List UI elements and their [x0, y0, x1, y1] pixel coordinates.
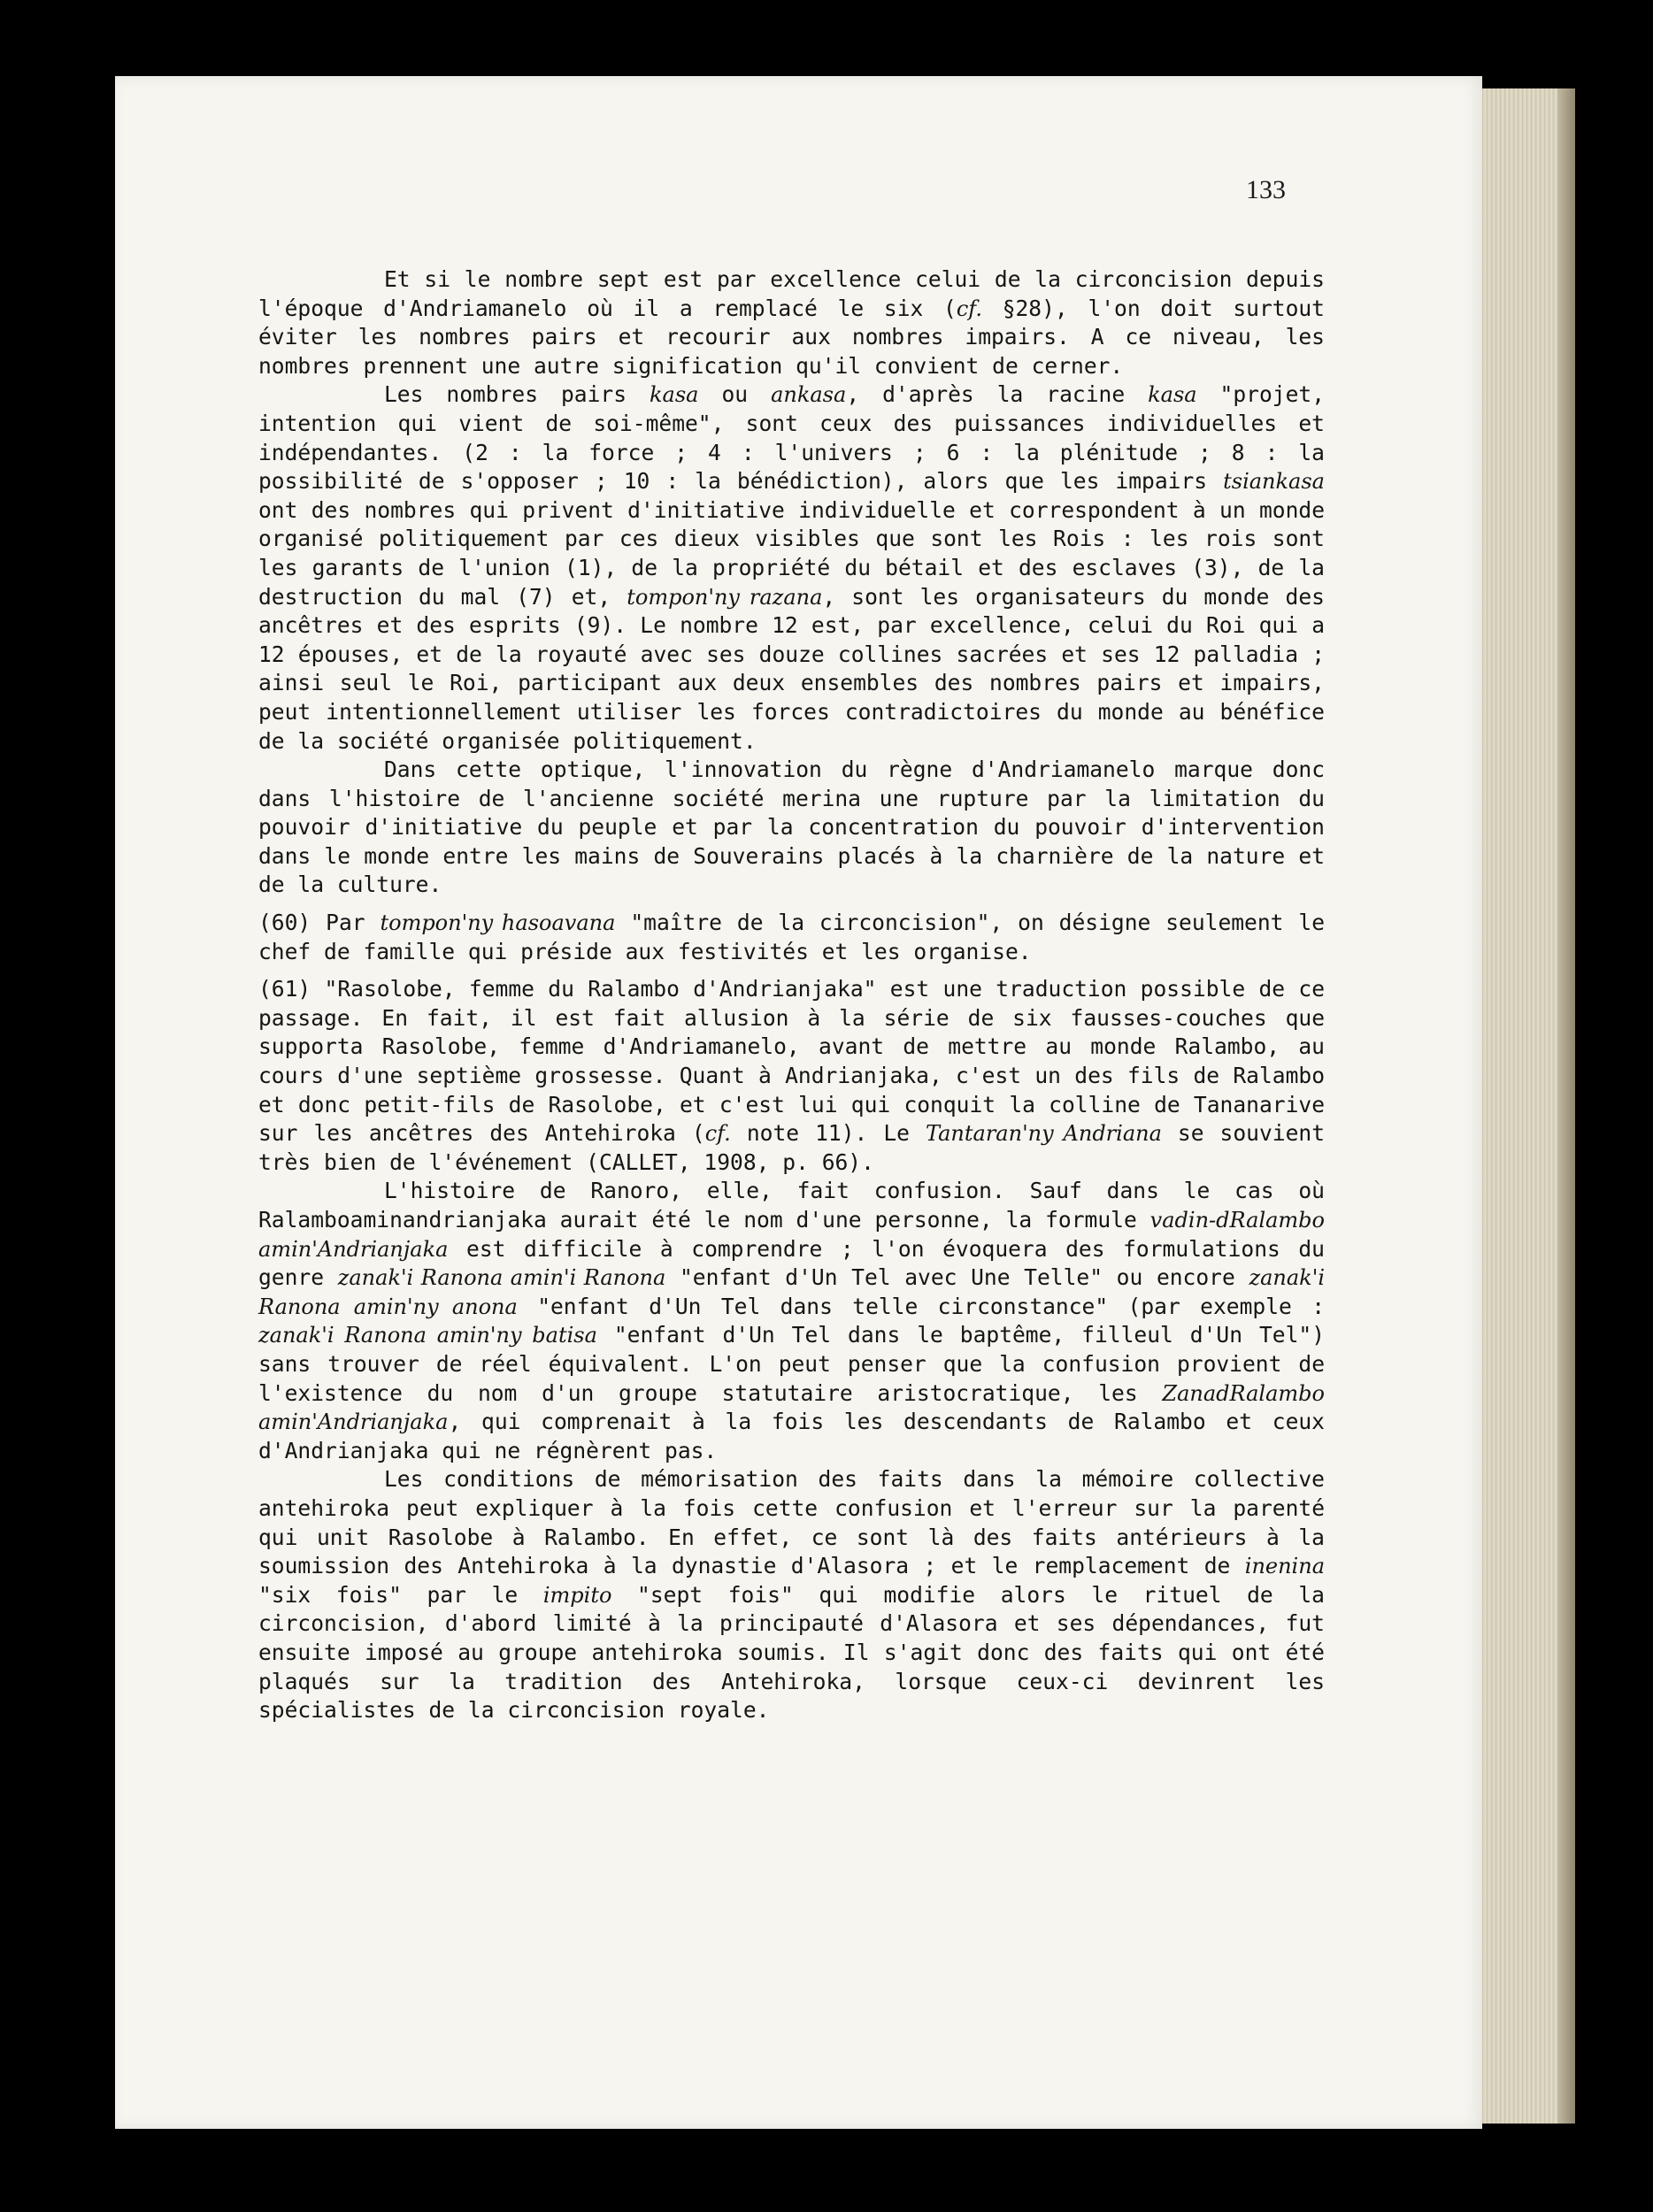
italic-term: zanak'i Ranona amin'ny anona	[258, 1265, 1325, 1319]
text-run: , sont les organisateurs du monde des ancêtres et des esprits (9). Le nombre 12 est, par excellence, celui du Roi qui a 12 épouses, et de la royauté avec ses douze collines sacrées et ses 12 palladia ; ainsi seul le Roi, participant aux deux ensembles des nombres pairs et impairs, peut intentionnellement utiliser les forces contradictoires du monde au bénéfice de la société organisée politiquement.	[258, 583, 1325, 754]
paragraph	[258, 1177, 1325, 1465]
text-run: "six fois" par le	[258, 1581, 543, 1608]
text-run: note 11). Le	[730, 1120, 926, 1147]
text-run: (60) Par	[258, 910, 381, 936]
text-run: se souvient très bien de l'événement (CALLET, 1908, p. 66).	[258, 1120, 1326, 1175]
text-run: L'histoire de Ranoro, elle, fait confusion. Sauf dans le cas où Ralamboaminandrianjaka aurait été le nom d'une personne, la formule	[258, 1178, 1325, 1233]
italic-term: cf.	[704, 1121, 731, 1147]
text-run: est difficile à comprendre ; l'on évoquera des formulations du genre	[258, 1235, 1325, 1291]
book-page-edges	[1473, 88, 1571, 2124]
text-run: Les conditions de mémorisation des faits dans la mémoire collective antehiroka peut expliquer à la fois cette confusion et l'erreur sur la parenté qui unit Rasolobe à Ralambo. En effet, ce sont là des faits antérieurs à la soumission des Antehiroka à la dynastie d'Alasora ; et le remplacement de	[258, 1466, 1325, 1579]
text-run: "maître de la circoncision", on désigne seulement le chef de famille qui préside aux festivités et les organise.	[258, 910, 1325, 964]
book-edge-shadow	[1557, 88, 1575, 2124]
text-run: , qui comprenait à la fois les descendants de Ralambo et ceux d'Andrianjaka qui ne régnèrent pas.	[258, 1409, 1325, 1463]
italic-term: tompon'ny hasoavana	[380, 910, 616, 936]
text-run: (61) "Rasolobe, femme du Ralambo d'Andrianjaka" est une traduction possible de ce passage. En fait, il est fait allusion à la série de six fausses-couches que supporta Rasolobe, femme d'Andriamanelo, avant de mettre au monde Ralambo, au cours d'une septième grossesse. Quant à Andrianjaka, c'est un des fils de Ralambo et donc petit-fils de Rasolobe, et c'est lui qui conquit la colline de Tananarive sur les ancêtres des Antehiroka (	[258, 976, 1325, 1147]
footnote	[258, 909, 1325, 966]
page-number: 133	[1246, 175, 1286, 204]
paragraph	[258, 756, 1325, 900]
paragraph	[258, 265, 1325, 380]
page-text	[258, 265, 1325, 1725]
text-run: ou	[698, 381, 772, 408]
text-run: "sept fois" qui modifie alors le rituel de la circoncision, d'abord limité à la principauté d'Alasora et ses dépendances, fut ensuite imposé au groupe antehiroka soumis. Il s'agit donc des faits qui ont été plaqués sur la tradition des Antehiroka, lorsque ceux-ci devinrent les spécialistes de la circoncision royale.	[258, 1581, 1325, 1724]
paragraph	[258, 380, 1325, 756]
text-run: "enfant d'Un Tel dans le baptême, filleul d'Un Tel") sans trouver de réel équivalent. L'on peut penser que la confusion provient de l'existence du nom d'un groupe statutaire aristocratique, les	[258, 1322, 1325, 1406]
italic-term: tsiankasa	[1223, 469, 1325, 495]
italic-term: kasa	[650, 382, 699, 408]
text-run: Dans cette optique, l'innovation du règne d'Andriamanelo marque donc dans l'histoire de l'ancienne société merina une rupture par la limitation du pouvoir d'initiative du peuple et par la concentration du pouvoir d'intervention dans le monde entre les mains de Souverains placés à la charnière de la nature et de la culture.	[258, 757, 1325, 898]
italic-term: ankasa	[771, 382, 847, 408]
italic-term: kasa	[1148, 382, 1197, 408]
italic-term: ZanadRalambo amin'Andrianjaka	[258, 1380, 1325, 1435]
italic-term: cf.	[956, 296, 982, 321]
italic-term: tompon'ny razana	[627, 584, 823, 610]
text-run: "enfant d'Un Tel dans telle circonstance" (par exemple :	[517, 1293, 1325, 1319]
italic-term: zanak'i Ranona amin'ny batisa	[258, 1323, 597, 1348]
italic-term: impito	[542, 1582, 612, 1608]
text-run: ont des nombres qui privent d'initiative individuelle et correspondent à un monde organisé politiquement par ces dieux visibles que sont les Rois : les rois sont les garants de l'union (1), de la propriété du bétail et des esclaves (3), de la destruction du mal (7) et,	[258, 496, 1325, 610]
italic-term: Tantaran'ny Andriana	[925, 1121, 1162, 1147]
text-run: §28), l'on doit surtout éviter les nombres pairs et recourir aux nombres impairs. A ce niveau, les nombres prennent une autre signification qu'il convient de cerner.	[258, 295, 1325, 379]
paragraph	[258, 1465, 1325, 1724]
italic-term: zanak'i Ranona amin'i Ranona	[337, 1265, 666, 1291]
footnote	[258, 975, 1325, 1177]
text-run: "projet, intention qui vient de soi-même", sont ceux des puissances individuelles et indépendantes. (2 : la force ; 4 : l'univers ; 6 : la plénitude ; 8 : la possibilité de s'opposer ; 10 : la bénédiction), alors que les impairs	[258, 381, 1325, 495]
text-run: Et si le nombre sept est par excellence celui de la circoncision depuis l'époque d'Andriamanelo où il a remplacé le six (	[258, 266, 1325, 321]
italic-term: vadin-dRalambo amin'Andrianjaka	[258, 1208, 1325, 1262]
text-run: "enfant d'Un Tel avec Une Telle" ou encore	[665, 1264, 1249, 1291]
text-run: Les nombres pairs	[384, 381, 650, 408]
italic-term: inenina	[1244, 1554, 1325, 1579]
text-run: , d'après la racine	[846, 381, 1149, 408]
